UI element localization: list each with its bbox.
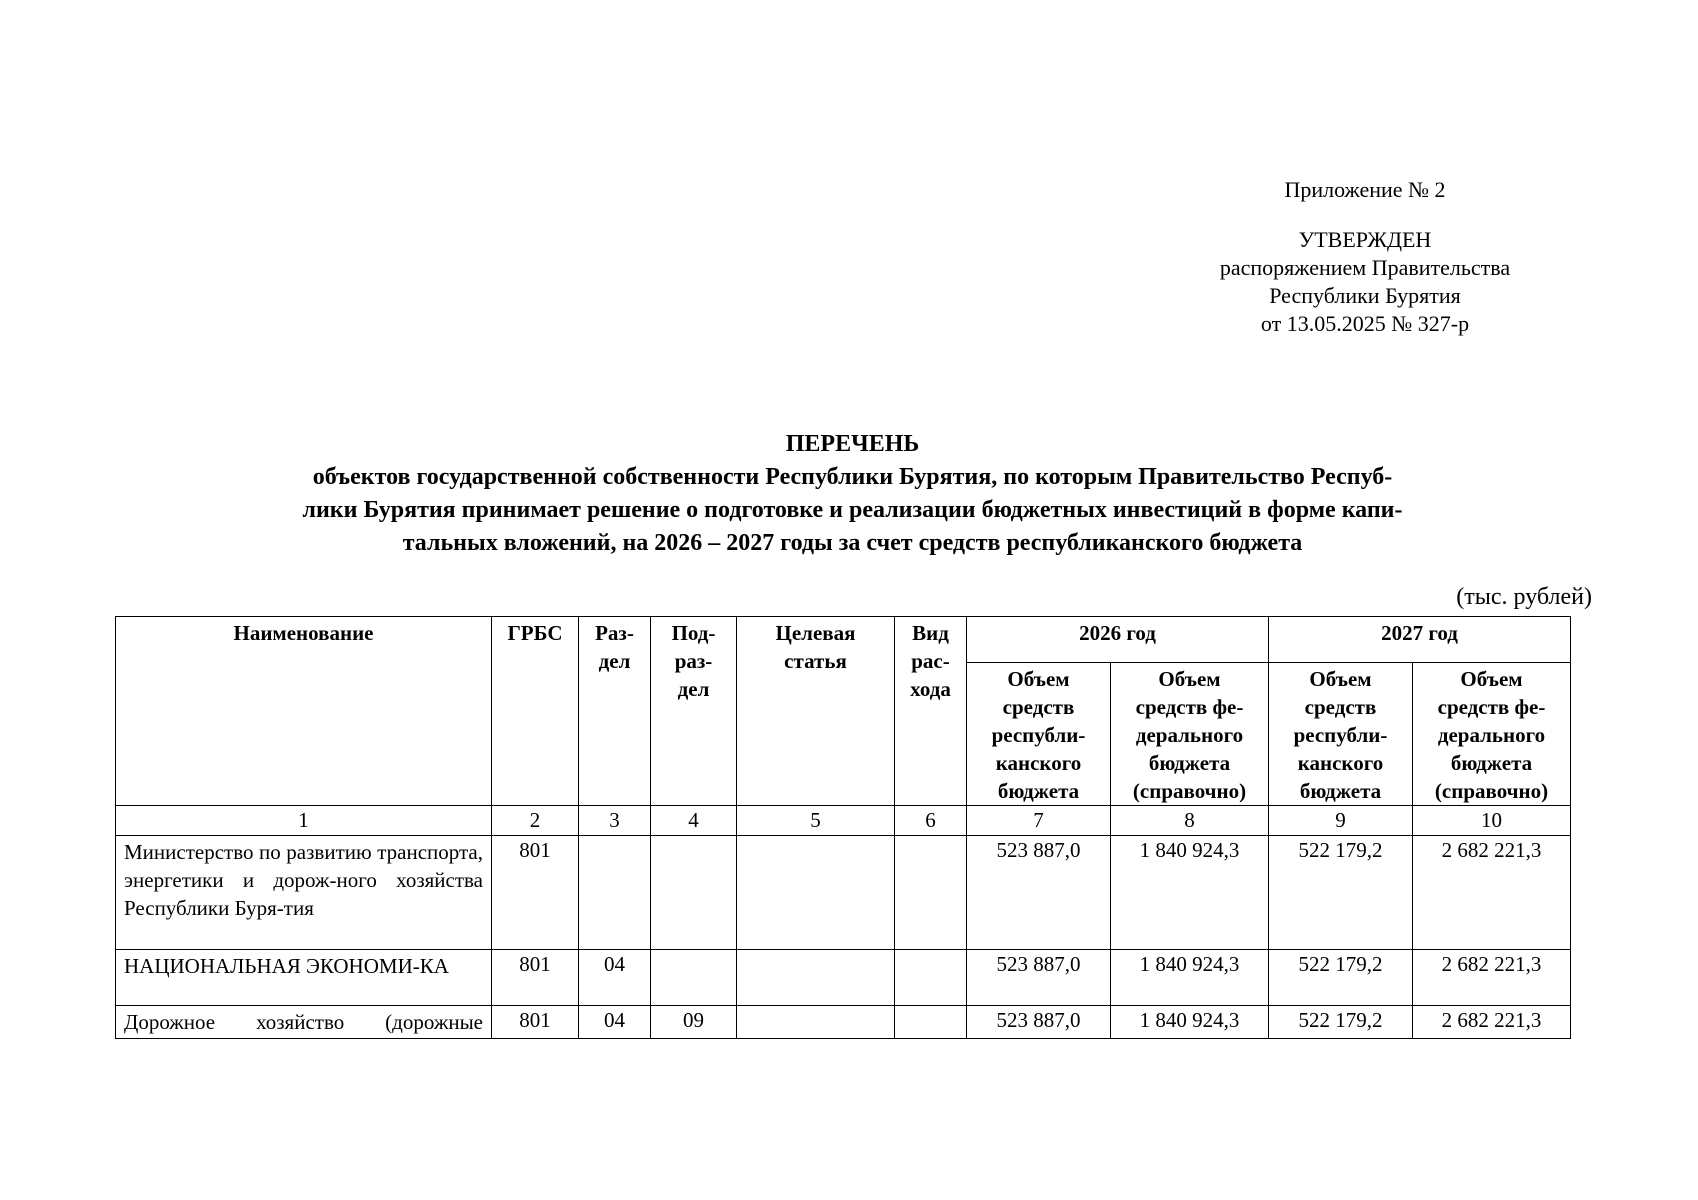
table-row [116,836,1571,950]
column-number: 8 [1111,806,1269,836]
column-number: 1 [116,806,492,836]
column-number: 10 [1413,806,1571,836]
units-label: (тыс. рублей) [1456,584,1592,610]
column-numbers-row [116,806,1571,836]
row-2026-rep: 523 887,0 [967,1006,1111,1039]
row-article [737,950,895,1006]
row-2027-fed: 2 682 221,3 [1413,1006,1571,1039]
column-number: 6 [895,806,967,836]
row-name: Дорожное хозяйство (дорожные [116,1006,492,1039]
header-grbs: ГРБС [492,617,579,806]
title-line-2: лики Бурятия принимает решение о подготовке и реализации бюджетных инвестиций в форме капи- [302,497,1403,523]
row-name: НАЦИОНАЛЬНАЯ ЭКОНОМИ-КА [116,950,492,1006]
header-2026-fed-budget: Объем средств фе- дерального бюджета (справочно) [1111,663,1269,806]
title-heading: ПЕРЕЧЕНЬ [785,431,920,457]
approval-block [1180,176,1550,338]
column-number: 2 [492,806,579,836]
row-2026-rep: 523 887,0 [967,836,1111,950]
row-razdel: 04 [579,950,651,1006]
row-2026-rep: 523 887,0 [967,950,1111,1006]
row-2027-fed: 2 682 221,3 [1413,950,1571,1006]
row-podrazdel [651,836,737,950]
table-row [116,950,1571,1006]
row-article [737,1006,895,1039]
row-podrazdel [651,950,737,1006]
header-razdel: Раз- дел [579,617,651,806]
approval-line-1: распоряжением Правительства [1219,255,1511,280]
header-year-2027: 2027 год [1269,617,1571,663]
header-2027-fed-budget: Объем средств фе- дерального бюджета (справочно) [1413,663,1571,806]
row-2026-fed: 1 840 924,3 [1111,950,1269,1006]
header-year-2026: 2026 год [967,617,1269,663]
row-2027-rep: 522 179,2 [1269,836,1413,950]
row-grbs: 801 [492,836,579,950]
column-number: 9 [1269,806,1413,836]
column-number: 3 [579,806,651,836]
header-name: Наименование [116,617,492,806]
header-2026-rep-budget: Объем средств республи- канского бюджета [967,663,1111,806]
table-row [116,1006,1571,1039]
row-2026-fed: 1 840 924,3 [1111,836,1269,950]
column-number: 5 [737,806,895,836]
row-vid [895,836,967,950]
column-number: 4 [651,806,737,836]
row-2026-fed: 1 840 924,3 [1111,1006,1269,1039]
row-vid [895,1006,967,1039]
title-line-3: тальных вложений, на 2026 – 2027 годы за счет средств республиканского бюджета [402,530,1303,556]
row-razdel [579,836,651,950]
title-line-1: объектов государственной собственности Республики Бурятия, по которым Правительство Респуб- [312,464,1393,490]
row-name: Министерство по развитию транспорта, энергетики и дорож-ного хозяйства Республики Буря-тия [116,836,492,950]
header-article: Целевая статья [737,617,895,806]
header-podrazdel: Под- раз- дел [651,617,737,806]
row-2027-rep: 522 179,2 [1269,950,1413,1006]
approved-label: УТВЕРЖДЕН [1298,227,1432,252]
row-grbs: 801 [492,950,579,1006]
row-razdel: 04 [579,1006,651,1039]
row-vid [895,950,967,1006]
approval-date: от 13.05.2025 № 327-р [1260,311,1470,336]
row-article [737,836,895,950]
approval-line-2: Республики Бурятия [1269,283,1461,308]
row-2027-rep: 522 179,2 [1269,1006,1413,1039]
row-podrazdel: 09 [651,1006,737,1039]
row-2027-fed: 2 682 221,3 [1413,836,1571,950]
annex-number: Приложение № 2 [1284,177,1446,202]
column-number: 7 [967,806,1111,836]
document-title [170,428,1535,560]
header-vid: Вид рас- хода [895,617,967,806]
header-2027-rep-budget: Объем средств республи- канского бюджета [1269,663,1413,806]
investment-table [115,616,1571,1039]
row-grbs: 801 [492,1006,579,1039]
